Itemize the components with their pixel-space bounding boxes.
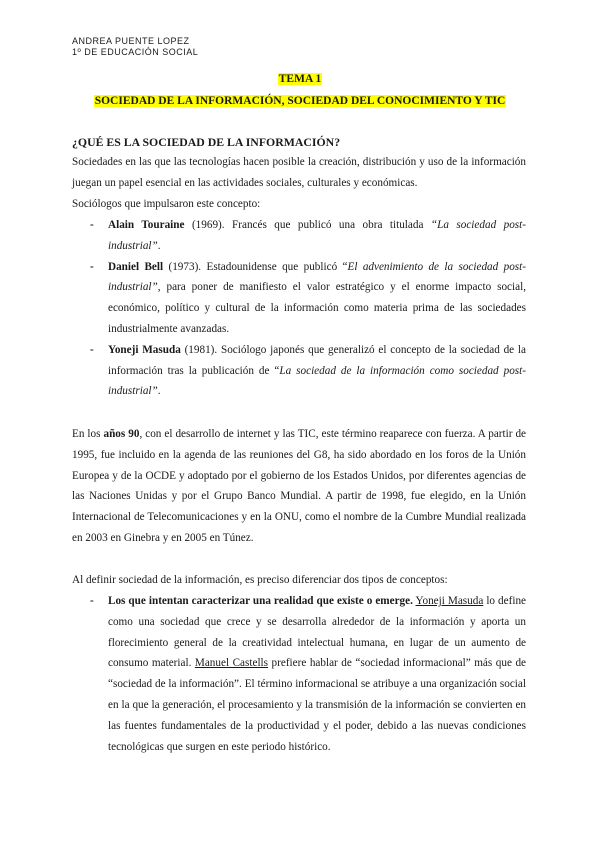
list-item (72, 591, 526, 757)
intro-text: Sociedades en las que las tecnologías hacen posible la creación, distribución y uso de la información juegan un papel esencial en las actividades sociales, culturales y económicas. (72, 156, 526, 189)
concept-author-castells: Manuel Castells (194, 657, 269, 670)
list-item (72, 340, 526, 402)
sociologist-text: (1969). Francés que publicó una obra titulada (184, 219, 431, 231)
document-subtitle (0, 95, 600, 107)
nineties-text: , con el desarrollo de internet y las TIC, este término reaparece con fuerza. A partir de 1995, fue incluido en la agenda de las reuniones del G8, ha sido abordado en los foros de la Unión Europea y de la OCDE y adoptado por el gobierno de los Estados Unidos, por diferentes agencias de las Naciones Unidas y por el Grupo Banco Mundial. A partir de 1998, fue elegido, en la Unión Internacional de Telecomunicaciones y en la ONU, como el nombre de la Cumbre Mundial realizada en 2003 en Ginebra y en 2005 en Túnez. (72, 428, 527, 544)
sociologist-text-end: . (157, 385, 161, 398)
author-course: 1º DE EDUCACIÓN SOCIAL (72, 47, 199, 57)
list-item (72, 215, 526, 257)
title-main: TEMA 1 (278, 73, 322, 85)
concepts-list (72, 591, 526, 757)
author-header (72, 36, 198, 58)
concept-text-1: lo define como una sociedad que crece y se desarrolla alrededor de la información y aporta un florecimiento general de la creatividad intelectual humana, en lugar de un aumento de consumo material. (108, 595, 526, 670)
list-dash: - (90, 343, 94, 356)
sociologist-text-end: , para poner de manifiesto el valor estratégico y el enorme impacto social, económico, político y cultural de la información como materia prima de las sociedades industrialmente avanzadas. (108, 281, 526, 335)
intro-paragraph (72, 152, 526, 214)
sociologist-text: (1973). Estadounidense que publicó “ (163, 260, 348, 273)
title-subtitle: SOCIEDAD DE LA INFORMACIÓN, SOCIEDAD DEL CONOCIMIENTO Y TIC (94, 95, 506, 107)
nineties-prefix: En los (72, 428, 104, 440)
nineties-bold: años 90 (103, 428, 140, 440)
concept-bold: Los que intentan caracterizar una realidad que existe o emerge. (108, 595, 413, 607)
section-heading: ¿QUÉ ES LA SOCIEDAD DE LA INFORMACIÓN? (72, 135, 341, 149)
list-dash: - (90, 219, 94, 231)
sociologist-name: Alain Touraine (108, 219, 185, 231)
concept-author-masuda: Yoneji Masuda (415, 595, 484, 607)
sociologist-work: “La sociedad post-industrial” (108, 219, 526, 252)
sociologist-work: El advenimiento de la sociedad post-industrial” (108, 260, 526, 294)
document-title (0, 73, 600, 85)
list-item (72, 257, 526, 340)
sociologists-list (72, 215, 526, 402)
concept-text-2: prefiere hablar de “sociedad informacional” más que de “sociedad de la información”. El término informacional se atribuye a una organización social en la que la generación, el procesamiento y la transmisión de la información se convierten en las fuentes fundamentales de la productividad y el poder, debido a las nuevas condiciones tecnológicas que surgen en este periodo histórico. (108, 657, 527, 753)
sociologist-text-end: . (157, 239, 161, 252)
nineties-paragraph (72, 424, 526, 549)
sociologist-name: Daniel Bell (108, 260, 164, 273)
sociologist-work: La sociedad de la información como sociedad post-industrial” (108, 364, 526, 398)
sociologist-text: (1981). Sociólogo japonés que generalizó el concepto de la sociedad de la información tras la publicación de “ (108, 343, 526, 377)
author-name: ANDREA PUENTE LOPEZ (72, 36, 190, 46)
sociologist-name: Yoneji Masuda (108, 343, 181, 356)
list-dash: - (90, 595, 94, 607)
concepts-lead: Al definir sociedad de la información, es preciso diferenciar dos tipos de conceptos: (72, 574, 448, 586)
list-dash: - (90, 260, 94, 273)
intro-lead: Sociólogos que impulsaron este concepto: (72, 197, 261, 210)
